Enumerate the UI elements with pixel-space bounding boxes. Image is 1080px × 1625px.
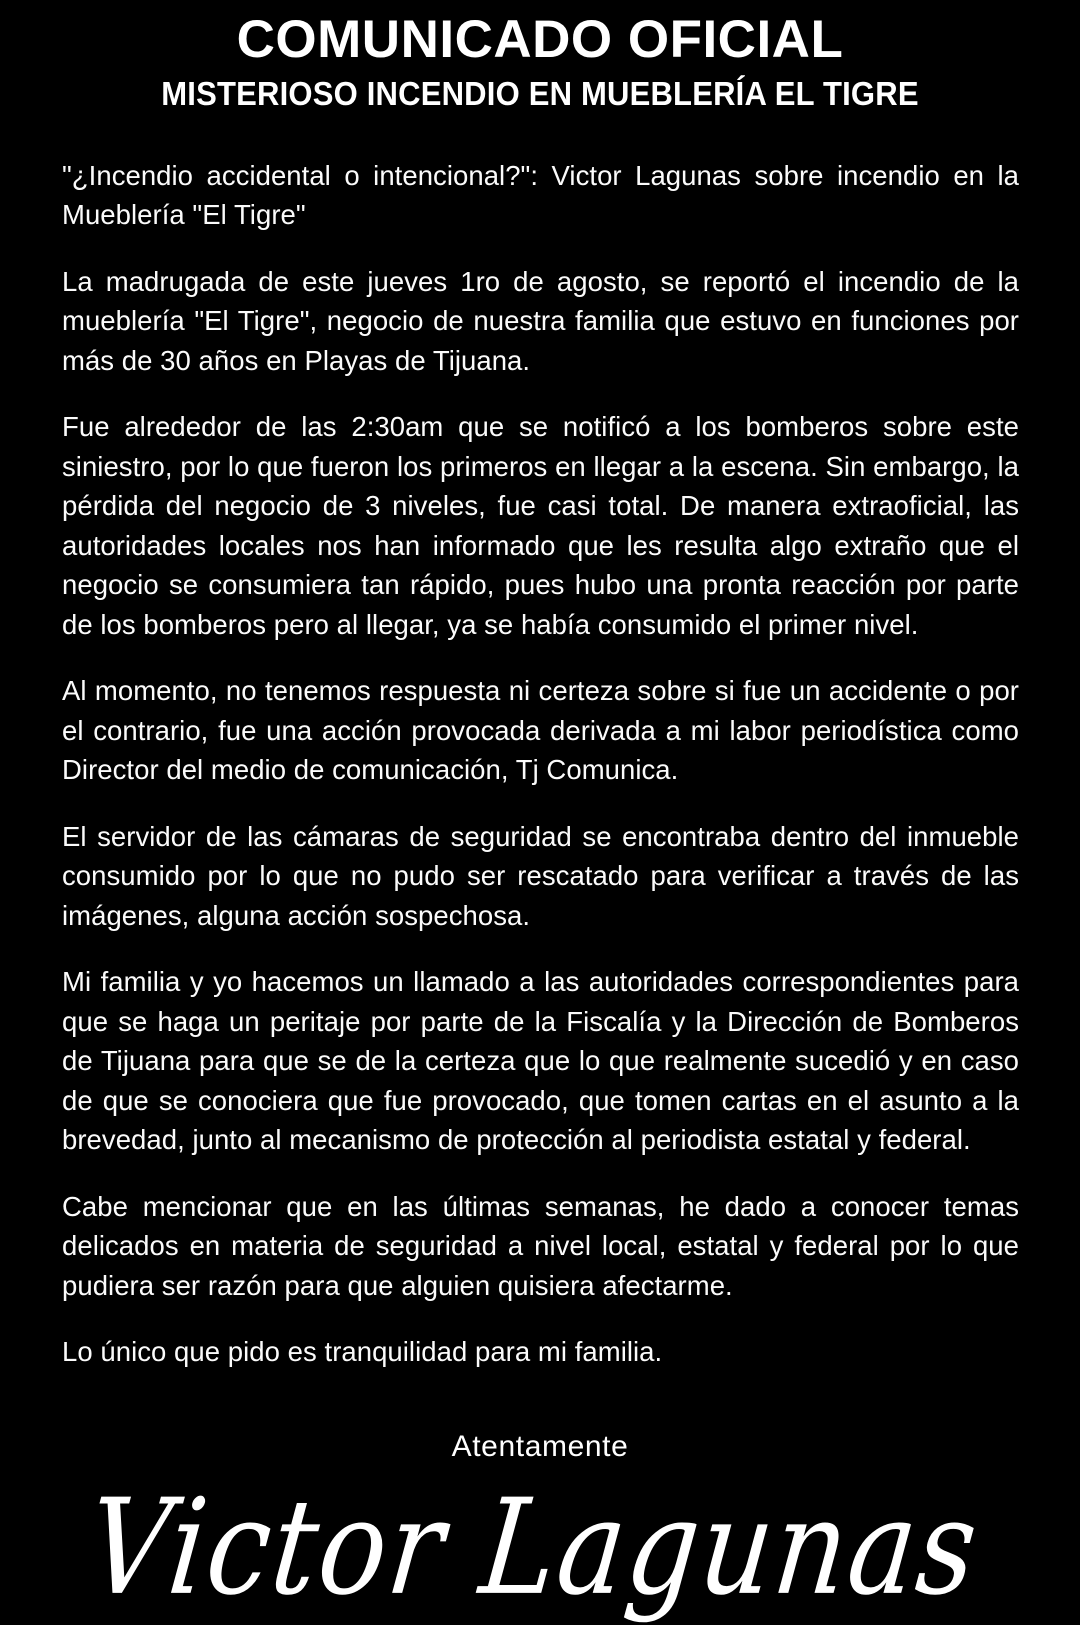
statement-body bbox=[61, 156, 1019, 1372]
signature-area bbox=[0, 1471, 1080, 1625]
handwritten-signature: Victor Lagunas bbox=[80, 1471, 986, 1625]
statement-paragraph: Fue alrededor de las 2:30am que se notificó a los bomberos sobre este siniestro, por lo que fueron los primeros en llegar a la escena. Sin embargo, la pérdida del negocio de 3 niveles, fue casi total. De manera extraoficial, las autoridades locales nos han informado que les resulta algo extraño que el negocio se consumiera tan rápido, pues hubo una pronta reacción por parte de los bomberos pero al llegar, ya se había consumido el primer nivel. bbox=[62, 411, 1019, 640]
signoff-block bbox=[0, 1429, 1080, 1625]
page-title: COMUNICADO OFICIAL bbox=[236, 10, 844, 69]
statement-paragraph: La madrugada de este jueves 1ro de agosto, se reportó el incendio de la mueblería "El Tigre", negocio de nuestra familia que estuvo en funciones por más de 30 años en Playas de Tijuana. bbox=[62, 265, 1019, 376]
statement-paragraph: Al momento, no tenemos respuesta ni certeza sobre si fue un accidente o por el contrario, fue una acción provocada derivada a mi labor periodística como Director del medio de comunicación, Tj Comunica. bbox=[62, 675, 1019, 786]
statement-paragraph: El servidor de las cámaras de seguridad se encontraba dentro del inmueble consumido por lo que no pudo ser rescatado para verificar a través de las imágenes, alguna acción sospechosa. bbox=[62, 820, 1019, 931]
statement-paragraph: "¿Incendio accidental o intencional?": Victor Lagunas sobre incendio en la Mueblería "El Tigre" bbox=[62, 159, 1019, 231]
document-header bbox=[0, 0, 1080, 114]
closing-salutation: Atentamente bbox=[451, 1429, 629, 1463]
statement-paragraph: Cabe mencionar que en las últimas semanas, he dado a conocer temas delicados en materia de seguridad a nivel local, estatal y federal por lo que pudiera ser razón para que alguien quisiera afectarme. bbox=[62, 1190, 1019, 1301]
page-subtitle: MISTERIOSO INCENDIO EN MUEBLERÍA EL TIGRE bbox=[161, 75, 919, 113]
statement-paragraph: Mi familia y yo hacemos un llamado a las autoridades correspondientes para que se haga un peritaje por parte de la Fiscalía y la Dirección de Bomberos de Tijuana para que se de la certeza que lo que realmente sucedió y en caso de que se conociera que fue provocado, que tomen cartas en el asunto a la brevedad, junto al mecanismo de protección al periodista estatal y federal. bbox=[62, 966, 1019, 1156]
statement-paragraph: Lo único que pido es tranquilidad para mi familia. bbox=[62, 1336, 663, 1368]
